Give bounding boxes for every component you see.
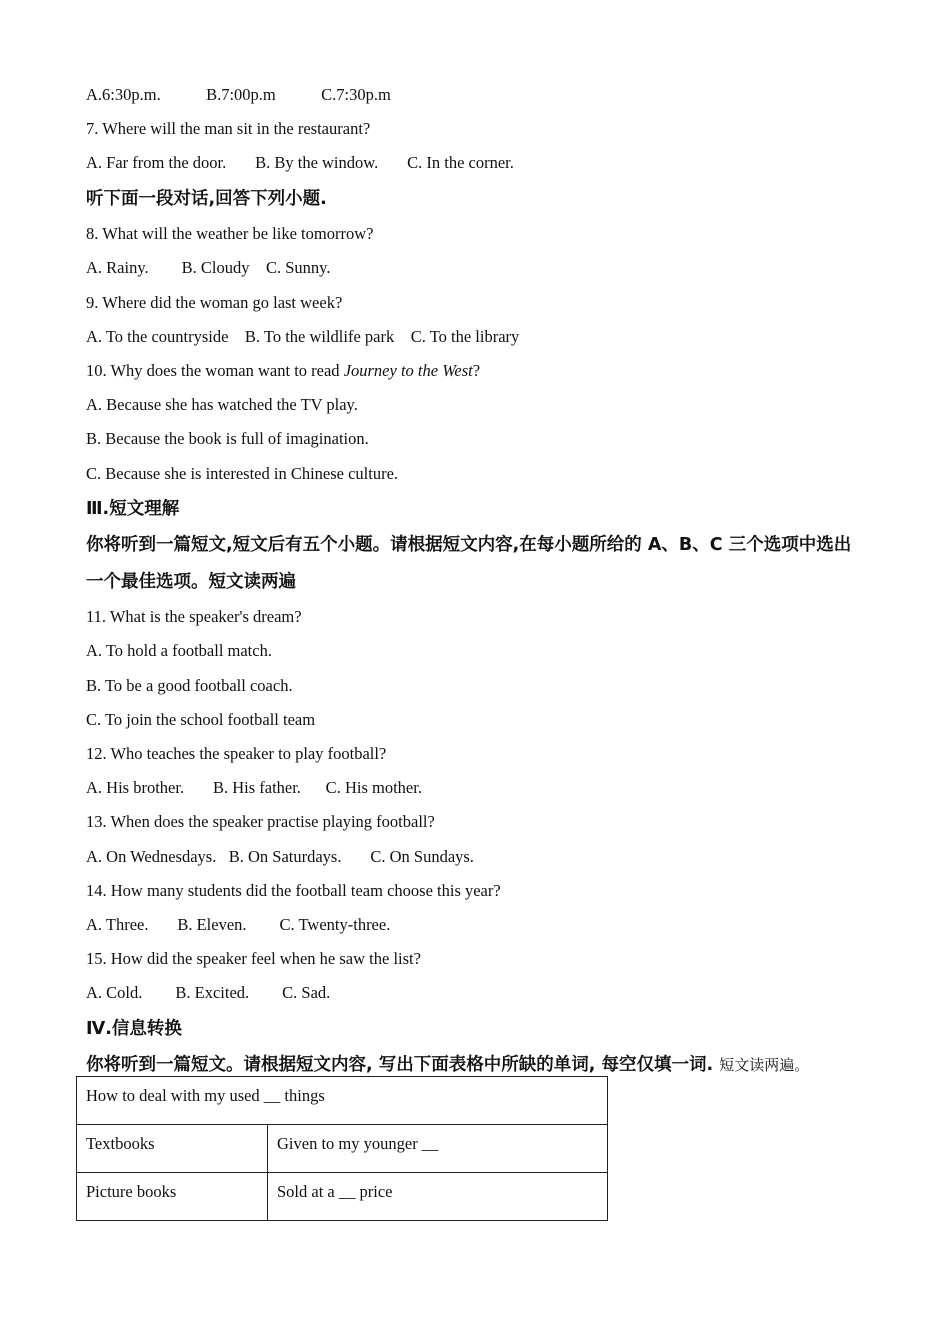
q12-options: A. His brother. B. His father. C. His mother. — [86, 778, 422, 798]
section-4-heading: Ⅳ.信息转换 — [86, 1018, 182, 1039]
table-header-cell: How to deal with my used __ things — [77, 1077, 608, 1125]
q15-options: A. Cold. B. Excited. C. Sad. — [86, 983, 331, 1003]
q10-question — [86, 354, 876, 388]
q13-options: A. On Wednesdays. B. On Saturdays. C. On Sundays. — [86, 846, 474, 866]
q14-question: 14. How many students did the football team choose this year? — [86, 880, 501, 900]
q9-question: 9. Where did the woman go last week? — [86, 292, 343, 312]
q10-option-b: B. Because the book is full of imagination. — [86, 429, 369, 449]
table-cell-item: Picture books — [77, 1173, 268, 1221]
q11-option-b: B. To be a good football coach. — [86, 675, 293, 695]
dialogue-instruction: 听下面一段对话,回答下列小题. — [86, 188, 327, 209]
section-4-instruction-main: 你将听到一篇短文。请根据短文内容, 写出下面表格中所缺的单词, 每空仅填一词. — [86, 1055, 720, 1076]
q12-question: 12. Who teaches the speaker to play football? — [86, 744, 387, 764]
table-cell-item: Textbooks — [77, 1125, 268, 1173]
section-3-heading: Ⅲ.短文理解 — [86, 498, 180, 519]
table-row — [77, 1173, 608, 1221]
section-3-instruction: 你将听到一篇短文,短文后有五个小题。请根据短文内容,在每小题所给的 A、B、C 三个选项中选出一个最佳选项。短文读两遍 — [86, 535, 852, 592]
q11-option-a: A. To hold a football match. — [86, 641, 272, 661]
q13-question: 13. When does the speaker practise playing football? — [86, 812, 435, 832]
q7-options: A. Far from the door. B. By the window. C. In the corner. — [86, 153, 514, 173]
q11-question: 11. What is the speaker's dream? — [86, 607, 302, 627]
q6-options: A.6:30p.m. B.7:00p.m C.7:30p.m — [86, 85, 391, 104]
q10-book-title: Journey to the West — [343, 360, 473, 380]
info-table — [76, 1076, 608, 1221]
q7-question: 7. Where will the man sit in the restaurant? — [86, 119, 371, 139]
exam-page — [86, 78, 876, 1084]
q15-question: 15. How did the speaker feel when he saw the list? — [86, 949, 421, 969]
q8-options: A. Rainy. B. Cloudy C. Sunny. — [86, 258, 331, 278]
q9-options: A. To the countryside B. To the wildlife park C. To the library — [86, 326, 520, 346]
table-cell-action: Sold at a __ price — [268, 1173, 608, 1221]
table-header-row — [77, 1077, 608, 1125]
q14-options: A. Three. B. Eleven. C. Twenty-three. — [86, 915, 391, 935]
q11-option-c: C. To join the school football team — [86, 709, 316, 729]
table-cell-action: Given to my younger __ — [268, 1125, 608, 1173]
q10-option-a: A. Because she has watched the TV play. — [86, 395, 358, 415]
q8-question: 8. What will the weather be like tomorrow? — [86, 224, 374, 244]
table-row — [77, 1125, 608, 1173]
q10-option-c: C. Because she is interested in Chinese culture. — [86, 463, 399, 483]
q10-mark: ? — [472, 360, 481, 380]
section-4-instruction-note: 短文读两遍。 — [719, 1056, 810, 1075]
q10-text: 10. Why does the woman want to read — [86, 360, 344, 380]
